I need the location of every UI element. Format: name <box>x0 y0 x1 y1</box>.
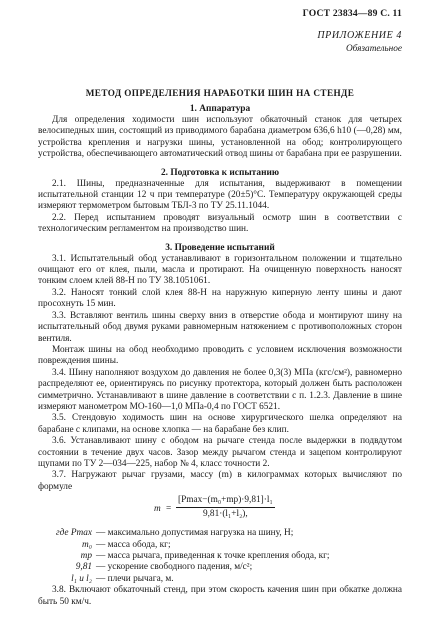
section-heading: 2. Подготовка к испытанию <box>160 167 280 178</box>
mass-formula <box>38 495 402 525</box>
formula-numerator: [Pmax−(m₀+mр)·9,81]·l₁ <box>176 495 275 507</box>
definition-text: — плечи рычага, м. <box>96 573 174 584</box>
appendix-status: Обязательное <box>345 44 402 55</box>
definition-text: — масса обода, кг; <box>96 539 171 550</box>
definition-symbol: 9,81 <box>75 562 92 573</box>
paragraph: 3.7. Нагружают рычаг грузами, массу (m) в килограммах которых вычисляют по формуле <box>38 470 402 492</box>
definition-row <box>38 528 402 539</box>
definition-text: — максимально допустимая нагрузка на шину, Н; <box>96 528 294 539</box>
definition-symbol: m₀ <box>82 539 92 550</box>
section-heading: 1. Аппаратура <box>189 104 251 114</box>
document-body <box>38 103 402 608</box>
definition-text: — масса рычага, приведенная к точке крепления обода, кг; <box>96 551 330 561</box>
appendix-title: ПРИЛОЖЕНИЕ 4 <box>317 30 402 41</box>
paragraph: 3.3. Вставляют вентиль шины сверху вниз в отверстие обода и монтируют шину на испытательный обод двумя руками равномерным натяжением с противоположных сторон вентиля. <box>38 310 402 344</box>
paragraph: Для определения ходимости шин используют обкаточный станок для четырех велосипедных шин, состоящий из приводимого барабана диаметром 636,6 h10 (—0,28) мм, устройства крепления и нагрузки шины, установленной на обод; контролирующего устройства, обеспечивающего автоматический отвод шины от барабана при ее разрушении. <box>38 115 402 160</box>
paragraph: 3.4. Шину наполняют воздухом до давления не более 0,3(3) МПа (кгс/см²), равномерно распределяют ее, ориентируясь по рисунку протектора, который должен быть расположен симметрично. Устанавливают в шине давление в соответствии с п. 1.2.3. Давление в шине измеряют манометром МО-160—1,0 МПа-0,4 по ГОСТ 6521. <box>38 367 402 412</box>
definition-symbol: где Pmax <box>55 528 92 539</box>
paragraph: 3.2. Наносят тонкий слой клея 88-Н на наружную киперную ленту шины и дают просохнуть 15 мин. <box>38 287 402 310</box>
formula-definitions <box>38 528 402 585</box>
formula-fraction <box>176 495 275 520</box>
definition-row <box>38 574 402 585</box>
page-header-code: ГОСТ 23834—89 С. 11 <box>302 8 402 19</box>
paragraph: 2.1. Шины, предназначенные для испытания, выдерживают в помещении испытательной станции 12 ч при температуре (20±5)°С. Температуру окружающей среды измеряют термометром бытовым ТБЛ-3 по ТУ 25.11.1044. <box>38 178 402 212</box>
paragraph: 3.6. Устанавливают шину с ободом на рычаге стенда после выдержки в подвдутом состоянии в течение двух часов. Зазор между рычагом стенда и зацепом контролируют щупами по ТУ 2—034—225, набор № 4, класс точности 2. <box>38 436 402 469</box>
formula-denominator: 9,81·(l₁+l₂), <box>202 508 248 519</box>
definition-row <box>38 562 402 573</box>
definition-symbol: mр <box>80 551 92 561</box>
appendix-block <box>317 30 402 56</box>
definition-text: — ускорение свободного падения, м/с²; <box>96 562 253 573</box>
definition-symbol: l₁ и l₂ <box>71 573 92 584</box>
definition-row <box>38 551 402 562</box>
paragraph: Монтаж шины на обод необходимо проводить с условием исключения возможности повреждения шины. <box>38 344 402 367</box>
paragraph: 3.5. Стендовую ходимость шин на основе хирургического шелка определяют на барабане с клипами, на основе хлопка — на барабане без клип. <box>38 413 402 435</box>
paragraph: 2.2. Перед испытанием проводят визуальный осмотр шин в соответствии с технологическим регламентом на производство шин. <box>38 212 402 235</box>
paragraph: 3.1. Испытательный обод устанавливают в горизонтальном положении и тщательно очищают его от клея, пыли, масла и протирают. На очищенную поверхность наносят тонким слоем клей 88-Н по ТУ 38.1051061. <box>38 253 402 287</box>
paragraph: 3.8. Включают обкаточный стенд, при этом скорость качения шин при обкатке должна быть 50 км/ч. <box>38 585 402 607</box>
definition-row <box>38 540 402 551</box>
formula-equals: = <box>166 504 172 515</box>
document-title: МЕТОД ОПРЕДЕЛЕНИЯ НАРАБОТКИ ШИН НА СТЕНДЕ <box>85 88 355 98</box>
formula-lhs: m <box>154 504 161 515</box>
section-heading: 3. Проведение испытаний <box>165 242 275 253</box>
